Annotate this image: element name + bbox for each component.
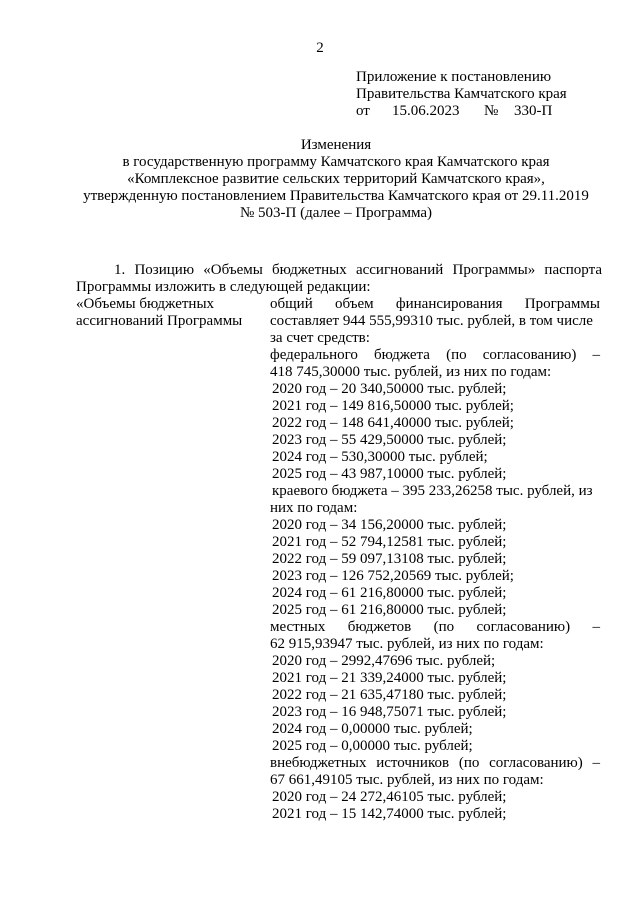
intro-line-1: 1. Позицию «Объемы бюджетных ассигнований Программы» паспорта bbox=[114, 262, 602, 278]
title-line-5: № 503-П (далее – Программа) bbox=[239, 205, 433, 221]
value-line: 2020 год – 24 272,46105 тыс. рублей; bbox=[272, 789, 507, 805]
value-line: 2024 год – 61 216,80000 тыс. рублей; bbox=[272, 585, 507, 601]
value-line: 2024 год – 0,00000 тыс. рублей; bbox=[272, 721, 473, 737]
attachment-date: 15.06.2023 bbox=[392, 103, 460, 119]
attachment-line-2: Правительства Камчатского края bbox=[356, 86, 567, 102]
title-line-3: «Комплексное развитие сельских территорий Камчатского края», bbox=[127, 171, 545, 187]
document-title bbox=[0, 137, 640, 222]
page-number: 2 bbox=[316, 40, 324, 56]
value-line: 2021 год – 149 816,50000 тыс. рублей; bbox=[272, 398, 514, 414]
value-line: 2022 год – 59 097,13108 тыс. рублей; bbox=[272, 551, 507, 567]
value-line: 2025 год – 61 216,80000 тыс. рублей; bbox=[272, 602, 507, 618]
value-line: 2021 год – 21 339,24000 тыс. рублей; bbox=[272, 670, 507, 686]
value-line: составляет 944 555,99310 тыс. рублей, в том числе bbox=[270, 313, 593, 329]
attachment-from-label: от bbox=[356, 103, 370, 119]
intro-paragraph bbox=[76, 262, 602, 296]
value-line: 2023 год – 16 948,75071 тыс. рублей; bbox=[272, 704, 507, 720]
value-line: федерального бюджета (по согласованию) – bbox=[270, 347, 600, 363]
attachment-date-row bbox=[356, 103, 626, 120]
value-line: общий объем финансирования Программы bbox=[270, 296, 600, 312]
value-line: 2025 год – 0,00000 тыс. рублей; bbox=[272, 738, 473, 754]
value-line: 2021 год – 15 142,74000 тыс. рублей; bbox=[272, 806, 507, 822]
attachment-number: 330-П bbox=[514, 103, 553, 119]
value-line: 2022 год – 21 635,47180 тыс. рублей; bbox=[272, 687, 507, 703]
value-line: 62 915,93947 тыс. рублей, из них по годам: bbox=[270, 636, 544, 652]
value-line: 2022 год – 148 641,40000 тыс. рублей; bbox=[272, 415, 514, 431]
intro-line-2: Программы изложить в следующей редакции: bbox=[76, 279, 371, 295]
title-line-1: Изменения bbox=[300, 137, 372, 153]
value-line: внебюджетных источников (по согласованию) – bbox=[270, 755, 600, 771]
value-line: 67 661,49105 тыс. рублей, из них по годам: bbox=[270, 772, 544, 788]
value-line: них по годам: bbox=[270, 500, 358, 516]
value-line: 2020 год – 20 340,50000 тыс. рублей; bbox=[272, 381, 507, 397]
value-line: 2024 год – 530,30000 тыс. рублей; bbox=[272, 449, 488, 465]
value-line: 2020 год – 2992,47696 тыс. рублей; bbox=[272, 653, 496, 669]
value-line: 2021 год – 52 794,12581 тыс. рублей; bbox=[272, 534, 507, 550]
value-line: 418 745,30000 тыс. рублей, из них по годам: bbox=[270, 364, 552, 380]
value-line: 2020 год – 34 156,20000 тыс. рублей; bbox=[272, 517, 507, 533]
value-line: 2023 год – 55 429,50000 тыс. рублей; bbox=[272, 432, 507, 448]
passport-label-line-2: ассигнований Программы bbox=[76, 313, 243, 329]
passport-label-line-1: «Объемы бюджетных bbox=[76, 296, 215, 312]
value-line: 2023 год – 126 752,20569 тыс. рублей; bbox=[272, 568, 514, 584]
passport-label bbox=[76, 296, 261, 330]
value-line: 2025 год – 43 987,10000 тыс. рублей; bbox=[272, 466, 507, 482]
attachment-line-1: Приложение к постановлению bbox=[356, 69, 552, 85]
passport-value bbox=[270, 296, 600, 823]
title-line-4: утвержденную постановлением Правительства Камчатского края от 29.11.2019 bbox=[83, 188, 589, 204]
value-line: за счет средств: bbox=[270, 330, 370, 346]
title-line-2: в государственную программу Камчатского края Камчатского края bbox=[122, 154, 550, 170]
attachment-header bbox=[356, 69, 626, 120]
value-line: краевого бюджета – 395 233,26258 тыс. рублей, из bbox=[272, 483, 593, 499]
value-line: местных бюджетов (по согласованию) – bbox=[270, 619, 600, 635]
attachment-number-sign: № bbox=[484, 103, 499, 119]
